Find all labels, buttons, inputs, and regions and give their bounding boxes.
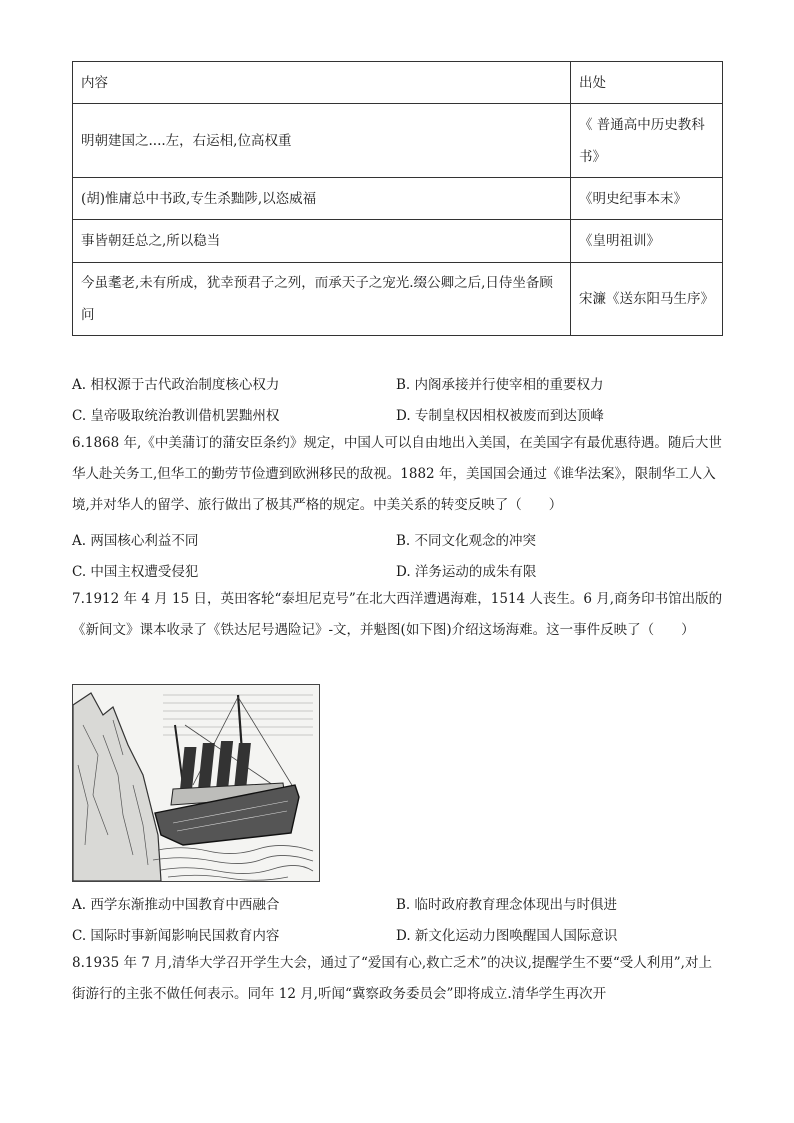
q6-option-a: A. 两国核心利益不同 xyxy=(72,533,199,549)
source-table xyxy=(72,61,723,336)
q5-option-d: D. 专制皇权因相权被废而到达顶峰 xyxy=(396,408,604,424)
table-header-row xyxy=(73,62,723,104)
q7-option-d: D. 新文化运动力图唤醒国人国际意识 xyxy=(396,928,618,944)
q5-option-b: B. 内阁承接并行使宰相的重要权力 xyxy=(396,377,604,393)
q5-option-a: A. 相权源于古代政治制度核心权力 xyxy=(72,377,280,393)
table-row xyxy=(73,178,723,220)
q7-option-a: A. 西学东渐推动中国教育中西融合 xyxy=(72,897,280,913)
row-content: 明朝建国之....左，右运相,位高权重 xyxy=(73,104,571,178)
q7-option-b: B. 临时政府教育理念体现出与时俱进 xyxy=(396,897,618,913)
q6-option-b: B. 不同文化观念的冲突 xyxy=(396,533,537,549)
q5-option-c: C. 皇帝吸取统治教训借机罢黜州权 xyxy=(72,408,280,424)
row-content: 事皆朝廷总之,所以稳当 xyxy=(73,220,571,263)
row-source: 宋濂《送东阳马生序》 xyxy=(571,263,723,336)
row-source: 《皇明祖训》 xyxy=(571,220,723,263)
q6-stem: 6.1868 年,《中美蒲订的蒲安臣条约》规定，中国人可以自由地出入美国，在美国字有最优惠待遇。随后大世华人赴关务工,但华工的勤劳节俭遭到欧洲移民的敌视。1882 年，美国国会通过《谁华法案》，限制华工人入境,并对华人的留学、旅行做出了极其严格的规定。中美关系的转变反映了（ ） xyxy=(72,435,722,513)
q8-stem: 8.1935 年 7 月,清华大学召开学生大会，通过了“爱国有心,救亡乏术”的决议,提醒学生不要“受人利用”,对上街游行的主张不做任何表示。同年 12 月,听闻“冀察政务委员会”即将成立.清华学生再次开 xyxy=(72,955,712,1002)
ship-drawing xyxy=(73,685,319,881)
row-source: 《 普通高中历史教科书》 xyxy=(571,104,723,178)
q6-option-c: C. 中国主权遭受侵犯 xyxy=(72,564,199,580)
table-row xyxy=(73,263,723,336)
titanic-illustration xyxy=(72,684,320,882)
table-row xyxy=(73,104,723,178)
header-content: 内容 xyxy=(73,62,571,104)
table-row xyxy=(73,220,723,263)
header-source: 出处 xyxy=(571,62,723,104)
q7-option-c: C. 国际时事新闻影响民国救育内容 xyxy=(72,928,280,944)
q7-stem: 7.1912 年 4 月 15 日，英田客轮“泰坦尼克号”在北大西洋遭遇海难，1514 人丧生。6 月,商务印书馆出版的《新间文》课本收录了《铁达尼号遇险记》-文，并魁图(如下图)介绍这场海难。这一事件反映了（ ） xyxy=(72,591,723,638)
row-content: 今虽耄老,未有所成，犹幸预君子之列，而承天子之宠光.缀公卿之后,日侍坐备顾问 xyxy=(73,263,571,336)
q6-option-d: D. 洋务运动的成朱有限 xyxy=(396,564,537,580)
row-content: (胡)惟庸总中书政,专生杀黜陟,以恣威福 xyxy=(73,178,571,220)
row-source: 《明史纪事本末》 xyxy=(571,178,723,220)
